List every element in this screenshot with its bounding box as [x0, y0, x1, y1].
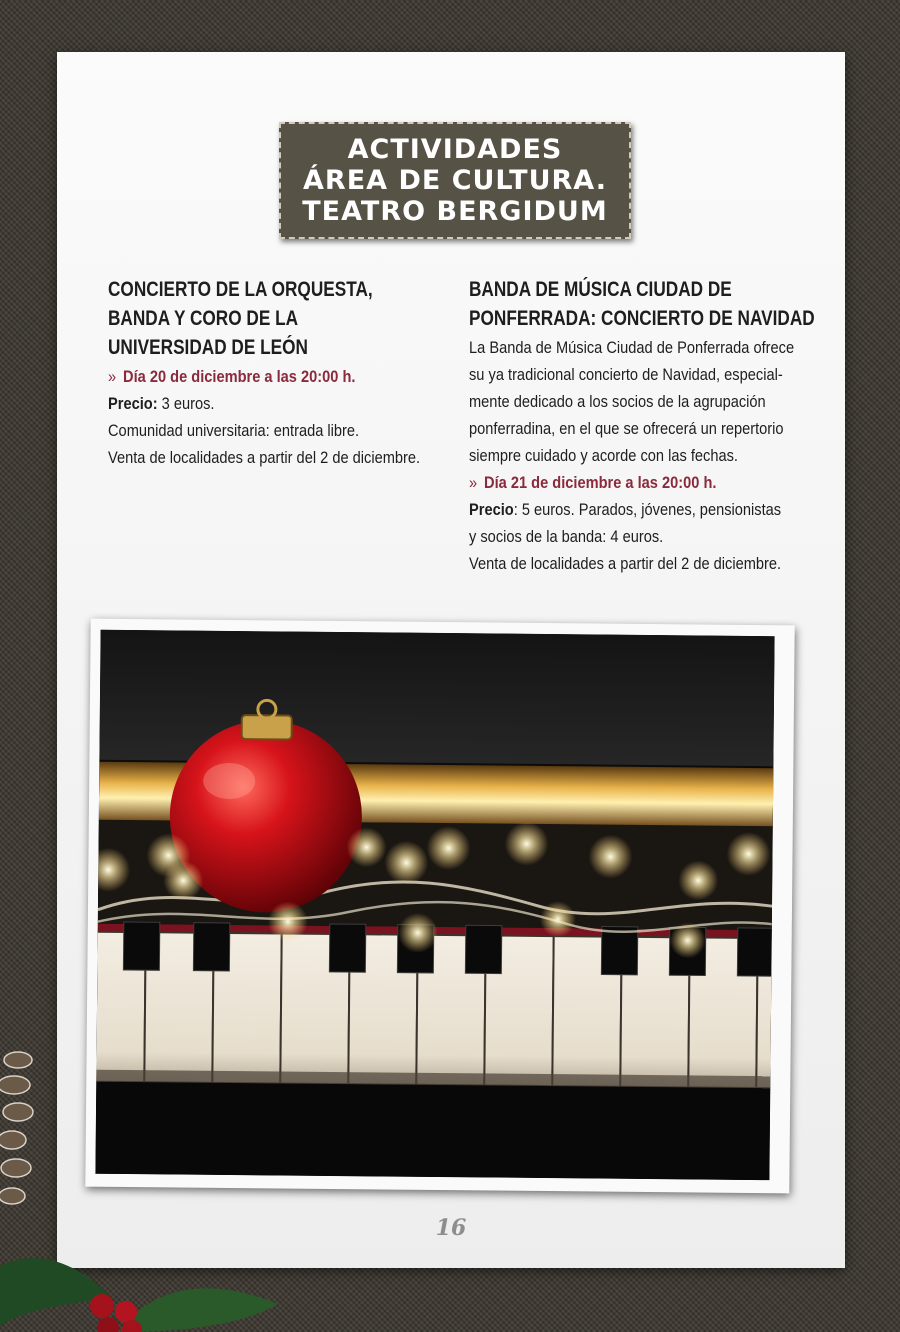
page-number: 16 — [435, 1215, 467, 1241]
event-info-line: Venta de localidades a partir del 2 de diciembre. — [469, 554, 782, 573]
event-description-line: ponferradina, en el que se ofrecerá un repertorio — [469, 419, 784, 438]
event-title-line: BANDA Y CORO DE LA — [108, 307, 299, 330]
event-title-line: BANDA DE MÚSICA CIUDAD DE — [469, 278, 732, 301]
event-info-line: Comunidad universitaria: entrada libre. — [108, 421, 360, 440]
section-title-line-1: ACTIVIDADES — [347, 134, 563, 165]
price-label: Precio — [469, 500, 514, 519]
event-christmas-concert — [469, 276, 819, 577]
price-label: Precio: — [108, 394, 158, 413]
event-title-line: UNIVERSIDAD DE LEÓN — [108, 336, 308, 359]
price-value: : 5 euros. Parados, jóvenes, pensionistas — [513, 500, 782, 519]
event-date-text: Día 20 de diciembre a las 20:00 h. — [123, 367, 356, 386]
event-date-text: Día 21 de diciembre a las 20:00 h. — [484, 473, 717, 492]
event-info-line: Venta de localidades a partir del 2 de diciembre. — [108, 448, 421, 467]
event-university-concert — [108, 276, 443, 471]
price-value: 3 euros. — [157, 394, 215, 413]
arrow-icon: » — [108, 367, 117, 386]
event-info-line: y socios de la banda: 4 euros. — [469, 527, 664, 546]
section-title-line-2: ÁREA DE CULTURA. — [303, 165, 607, 196]
section-title-line-3: TEATRO BERGIDUM — [302, 196, 608, 227]
event-title-line: CONCIERTO DE LA ORQUESTA, — [108, 278, 373, 301]
event-description-line: mente dedicado a los socios de la agrupación — [469, 392, 766, 411]
event-description-line: su ya tradicional concierto de Navidad, especial- — [469, 365, 783, 384]
event-date — [469, 469, 818, 496]
event-date — [108, 363, 442, 390]
pinecone-icon — [0, 1040, 60, 1240]
event-title-line: PONFERRADA: CONCIERTO DE NAVIDAD — [469, 307, 815, 330]
event-price — [108, 390, 442, 417]
event-price — [469, 496, 818, 523]
event-description-line: La Banda de Música Ciudad de Ponferrada ofrece — [469, 338, 795, 357]
arrow-icon: » — [469, 473, 478, 492]
event-description-line: siempre cuidado y acorde con las fechas. — [469, 446, 739, 465]
photo-frame — [85, 619, 794, 1194]
section-title-box — [279, 122, 631, 239]
piano-christmas-ornament-photo — [95, 630, 774, 1180]
